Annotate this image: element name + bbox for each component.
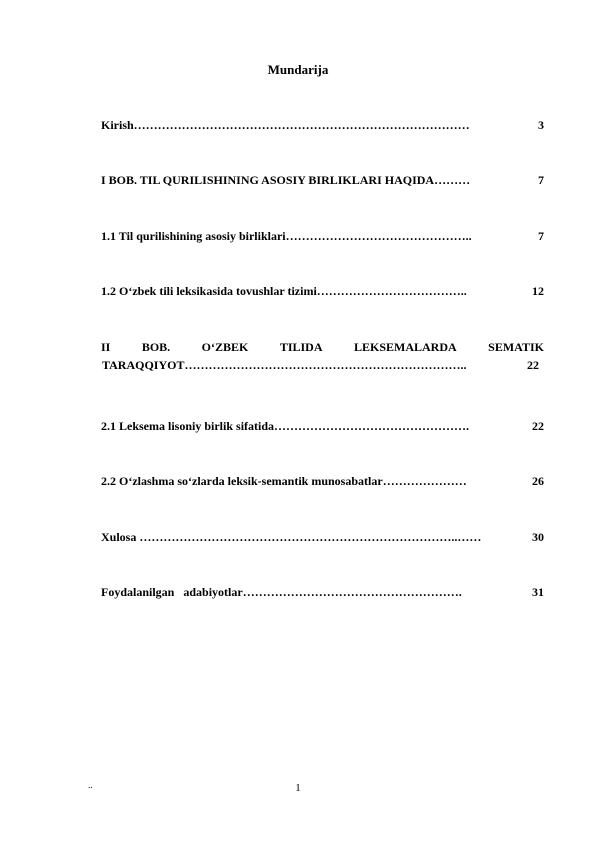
toc-entry-chapter-2[interactable] <box>101 340 544 373</box>
toc-entry-text: 2.2 O‘zlashma so‘zlarda leksik-semantik munosabatlar <box>101 474 383 488</box>
toc-page-number: 26 <box>532 474 544 488</box>
toc-page-number: 31 <box>532 585 544 599</box>
toc-entry-line <box>101 340 544 355</box>
toc-leader-dots: …………………………………………. <box>274 419 470 433</box>
toc-entry-text: TARAQQIYOT <box>102 358 185 372</box>
toc-word: II <box>101 340 111 354</box>
toc-leader-dots: ………………… <box>382 474 467 488</box>
toc-entry-chapter-1[interactable] <box>101 173 544 188</box>
toc-page-number: 3 <box>538 118 544 132</box>
toc-page-number: 22 <box>527 358 539 372</box>
toc-page-number: 22 <box>532 419 544 433</box>
toc-entry-1-2[interactable] <box>101 284 544 299</box>
toc-leader-dots: ……………………………………….. <box>285 229 472 243</box>
toc-leader-dots: ………………………………………………. <box>242 585 462 599</box>
toc-leader-dots: ……………………………………………………………………..…… <box>139 530 482 544</box>
toc-entry-bibliography[interactable] <box>101 585 544 600</box>
toc-entry-xulosa[interactable] <box>101 530 544 545</box>
toc-entry-text: Xulosa <box>101 530 140 544</box>
toc-leader-dots: ………………………………………………………………………… <box>133 118 470 132</box>
toc-page-number: 12 <box>532 284 544 298</box>
toc-entry-2-2[interactable] <box>101 474 544 489</box>
toc-entry-text: 1.2 O‘zbek tili leksikasida tovushlar tizimi <box>101 284 317 298</box>
toc-entry-line <box>101 358 539 373</box>
page-title: Mundarija <box>267 62 329 77</box>
toc-entry-text: 1.1 Til qurilishining asosiy birliklari <box>101 229 286 243</box>
footer-mark: .. <box>88 780 93 790</box>
toc-page-number: 7 <box>538 229 544 243</box>
page-number: 1 <box>295 782 301 794</box>
toc-word: LEKSEMALARDA <box>354 340 457 354</box>
toc-entry-1-1[interactable] <box>101 229 544 244</box>
toc-page-number: 7 <box>538 173 544 187</box>
toc-word: SEMATIK <box>488 340 544 354</box>
toc-entry-2-1[interactable] <box>101 419 544 434</box>
toc-entry-text: 2.1 Leksema lisoniy birlik sifatida <box>101 419 275 433</box>
toc-entry-text: Kirish <box>101 118 134 132</box>
toc-leader-dots: …………………………………………………………….. <box>184 358 467 372</box>
toc-entry-text: Foydalanilgan adabiyotlar <box>101 585 243 599</box>
toc-word: BOB. <box>141 340 171 354</box>
toc-entry-kirish[interactable] <box>101 118 544 133</box>
toc-entry-text: I BOB. TIL QURILISHINING ASOSIY BIRLIKLARI HAQIDA <box>101 173 435 187</box>
toc-page-number: 30 <box>532 530 544 544</box>
toc-leader-dots: ……………………………….. <box>316 284 467 298</box>
toc-word: O‘ZBEK <box>201 340 249 354</box>
toc-leader-dots: ……… <box>434 173 471 187</box>
toc-word: TILIDA <box>279 340 323 354</box>
